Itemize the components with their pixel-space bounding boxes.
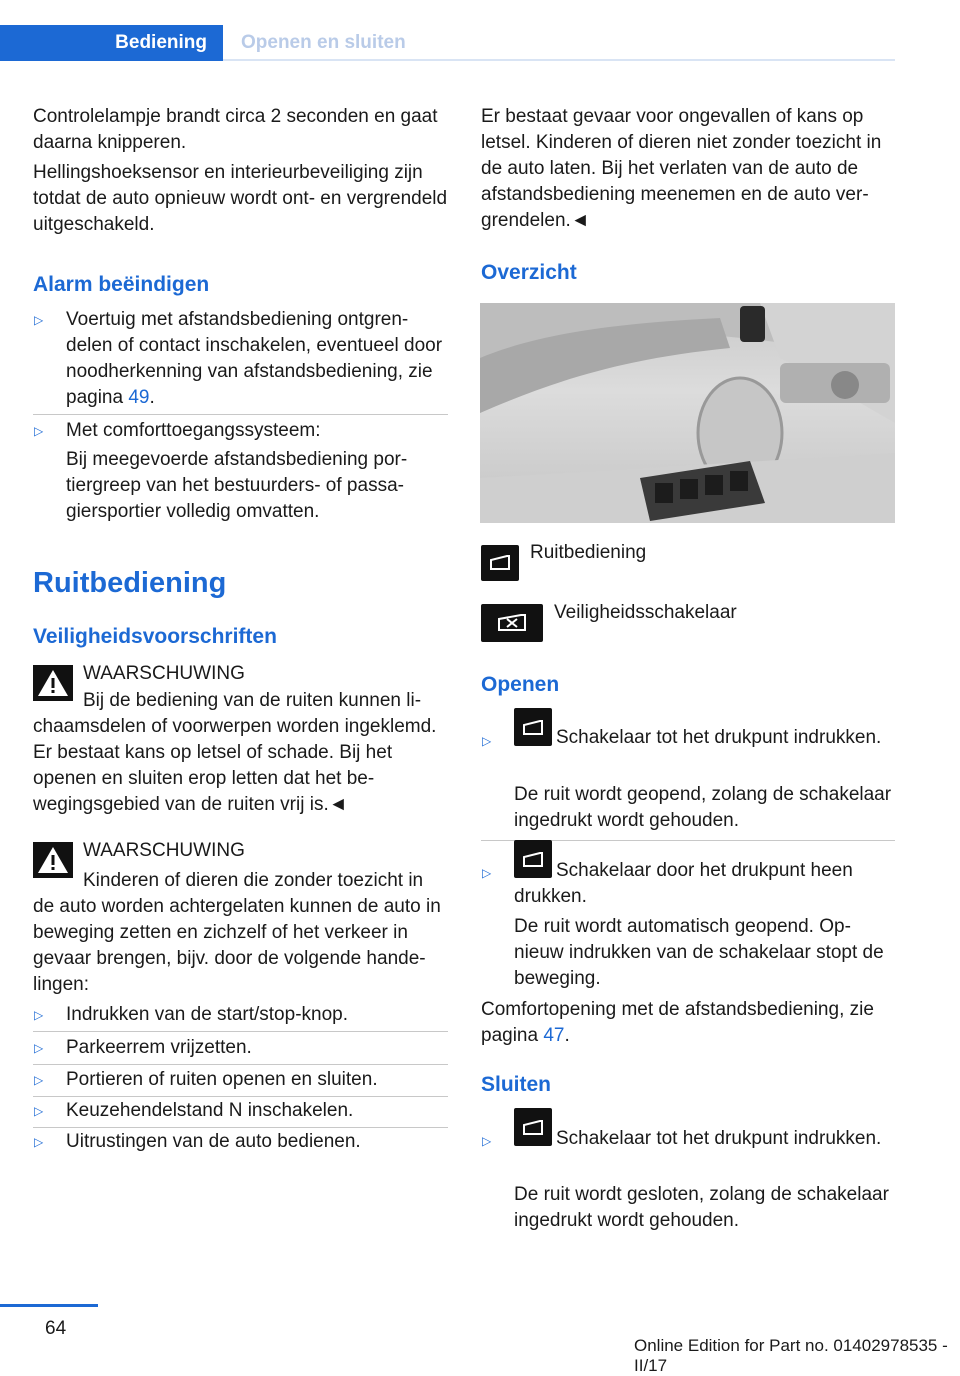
triangle-bullet-icon: ▷ xyxy=(34,1008,44,1022)
list-item: Keuzehendelstand N inschakelen. xyxy=(66,1100,354,1121)
heading-alarm-beeindigen: Alarm beëindigen xyxy=(33,273,210,296)
triangle-bullet-icon: ▷ xyxy=(34,1041,44,1055)
window-switch-icon xyxy=(481,545,519,581)
header-divider xyxy=(223,59,895,61)
list-item: Indrukken van de start/stop-knop. xyxy=(66,1004,348,1025)
list-divider xyxy=(33,414,448,415)
list-item-detail: De ruit wordt geopend, zolang de schakelaar ingedrukt wordt gehouden. xyxy=(514,784,892,831)
list-divider xyxy=(33,1064,448,1065)
list-item: Portieren of ruiten openen en sluiten. xyxy=(66,1069,378,1090)
footer-rule xyxy=(0,1304,98,1307)
paragraph-hellingshoeksensor: Hellingshoeksensor en interieurbeveiliging zijn totdat de auto opnieuw wordt ont- en vergrendeld uitgeschakeld. xyxy=(33,162,448,235)
list-item: Met comforttoegangssysteem: xyxy=(66,420,321,441)
list-item: Parkeerrem vrijzetten. xyxy=(66,1037,252,1058)
heading-veiligheidsvoorschriften: Veiligheidsvoorschriften xyxy=(33,625,277,648)
tab-openen-en-sluiten[interactable]: Openen en sluiten xyxy=(241,32,406,53)
triangle-bullet-icon: ▷ xyxy=(34,1135,44,1149)
list-item: Voertuig met afstandsbediening ontgrendelen of contact inschakelen, eventueel door noodherkenning van afstandsbediening, zie pagina 49. xyxy=(66,309,443,408)
page-link-47[interactable]: 47 xyxy=(543,1025,565,1046)
list-item: Schakelaar door het drukpunt heen drukken. xyxy=(514,860,853,907)
list-divider xyxy=(33,1031,448,1032)
triangle-bullet-icon: ▷ xyxy=(482,1134,492,1148)
warning-title: WAARSCHUWING xyxy=(83,663,245,684)
triangle-bullet-icon: ▷ xyxy=(34,313,44,327)
door-panel-photo xyxy=(480,303,895,523)
page-link-49[interactable]: 49 xyxy=(128,387,150,408)
list-divider xyxy=(33,1127,448,1128)
triangle-bullet-icon: ▷ xyxy=(34,1104,44,1118)
paragraph-controlelampje: Controlelampje brandt circa 2 seconden en gaat daarna knipperen. xyxy=(33,106,438,153)
list-item-detail: De ruit wordt automatisch geopend. Opnieuw indrukken van de schakelaar stopt de beweging. xyxy=(514,916,884,989)
legend-veiligheidsschakelaar: Veiligheidsschakelaar xyxy=(554,602,737,623)
list-item: Schakelaar tot het drukpunt indrukken. xyxy=(556,727,882,748)
page-number: 64 xyxy=(45,1318,67,1339)
warning-text: Kinderen of dieren die zonder toezicht in de auto worden achtergelaten kunnen de auto in beweging zetten en zichzelf of het verkeer in gevaar brengen, bijv. door de volgende handelingen: xyxy=(33,870,441,995)
heading-overzicht: Overzicht xyxy=(481,261,577,284)
heading-sluiten: Sluiten xyxy=(481,1073,552,1096)
tab-bediening[interactable]: Bediening xyxy=(0,25,223,61)
edition-note: Online Edition for Part no. 01402978535 - II/17 xyxy=(634,1336,948,1375)
list-item-detail: Bij meegevoerde afstandsbediening portiergreep van het bestuurders- of passagiersportier volledig omvatten. xyxy=(66,449,408,522)
list-item-detail: De ruit wordt gesloten, zolang de schakelaar ingedrukt wordt gehouden. xyxy=(514,1184,889,1231)
triangle-bullet-icon: ▷ xyxy=(482,734,492,748)
legend-ruitbediening: Ruitbediening xyxy=(530,542,647,563)
list-item: Schakelaar tot het drukpunt indrukken. xyxy=(556,1128,882,1149)
triangle-bullet-icon: ▷ xyxy=(34,424,44,438)
safety-switch-icon xyxy=(481,604,543,642)
page-header xyxy=(0,25,895,61)
paragraph-gevaar: Er bestaat gevaar voor ongevallen of kans op letsel. Kinderen of dieren niet zonder toezicht in de auto laten. Bij het verlaten van de auto de afstandsbediening meenemen en de auto vergrendelen.◄ xyxy=(481,106,882,231)
list-item: Uitrustingen van de auto bedienen. xyxy=(66,1131,361,1152)
warning-title: WAARSCHUWING xyxy=(83,840,245,861)
triangle-bullet-icon: ▷ xyxy=(34,1073,44,1087)
section-title: Ruitbediening xyxy=(33,567,227,599)
paragraph-comfortopening: Comfortopening met de afstandsbediening, zie pagina 47. xyxy=(481,999,874,1046)
warning-text: Bij de bediening van de ruiten kunnen lichaamsdelen of voorwerpen worden ingeklemd. Er bestaat kans op letsel of schade. Bij het openen en sluiten erop letten dat het bewegingsgebied van de ruiten vrij is.◄ xyxy=(33,690,437,815)
triangle-bullet-icon: ▷ xyxy=(482,866,492,880)
heading-openen: Openen xyxy=(481,673,560,696)
list-divider xyxy=(33,1096,448,1097)
